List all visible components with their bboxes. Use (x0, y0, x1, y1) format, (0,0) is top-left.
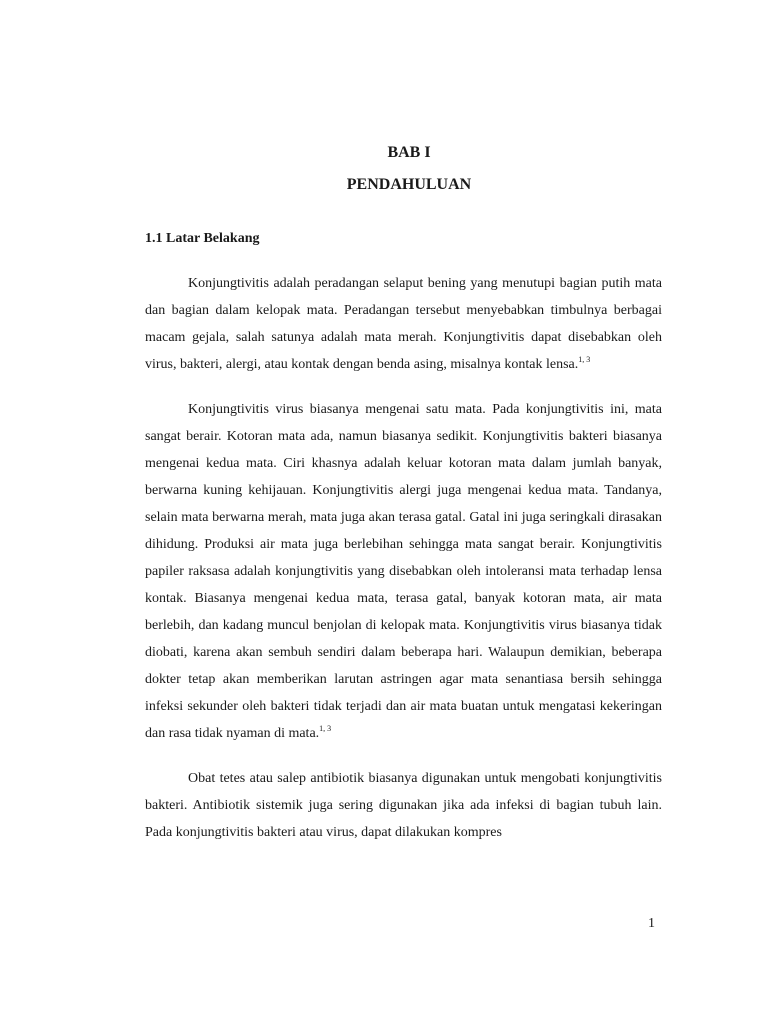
page-number: 1 (648, 916, 655, 931)
citation: 1, 3 (578, 355, 591, 364)
chapter-title: PENDAHULUAN (346, 176, 472, 193)
citation: 1, 3 (319, 724, 332, 733)
paragraph-text: Konjungtivitis adalah peradangan selaput bening yang menutupi bagian putih mata dan bagian dalam kelopak mata. Peradangan tersebut menyebabkan timbulnya berbagai macam gejala, salah satunya adalah mata merah. Konjungtivitis dapat disebabkan oleh virus, bakteri, alergi, atau kontak dengan benda asing, misalnya kontak lensa. (145, 276, 662, 372)
chapter-number: BAB I (387, 144, 431, 161)
paragraph-text: Obat tetes atau salep antibiotik biasanya digunakan untuk mengobati konjungtivitis bakteri. Antibiotik sistemik juga sering digunakan jika ada infeksi di bagian tubuh lain. Pada konjungtivitis bakteri atau virus, dapat dilakukan kompres (145, 771, 662, 840)
paragraph-1 (145, 270, 662, 378)
paragraph-2 (145, 396, 662, 747)
paragraph-3 (145, 765, 662, 846)
paragraph-text: Konjungtivitis virus biasanya mengenai satu mata. Pada konjungtivitis ini, mata sangat berair. Kotoran mata ada, namun biasanya sedikit. Konjungtivitis bakteri biasanya mengenai kedua mata. Ciri khasnya adalah keluar kotoran mata dalam jumlah banyak, berwarna kuning kehijauan. Konjungtivitis alergi juga mengenai kedua mata. Tandanya, selain mata berwarna merah, mata juga akan terasa gatal. Gatal ini juga seringkali dirasakan dihidung. Produksi air mata juga berlebihan sehingga mata sangat berair. Konjungtivitis papiler raksasa adalah konjungtivitis yang disebabkan oleh intoleransi mata terhadap lensa kontak. Biasanya mengenai kedua mata, terasa gatal, banyak kotoran mata, air mata berlebih, dan kadang muncul benjolan di kelopak mata. Konjungtivitis virus biasanya tidak diobati, karena akan sembuh sendiri dalam beberapa hari. Walaupun demikian, beberapa dokter tetap akan memberikan larutan astringen agar mata senantiasa bersih sehingga infeksi sekunder oleh bakteri tidak terjadi dan air mata buatan untuk mengatasi kekeringan dan rasa tidak nyaman di mata. (145, 402, 662, 741)
body-text (145, 270, 662, 864)
section-heading: 1.1 Latar Belakang (145, 231, 260, 246)
